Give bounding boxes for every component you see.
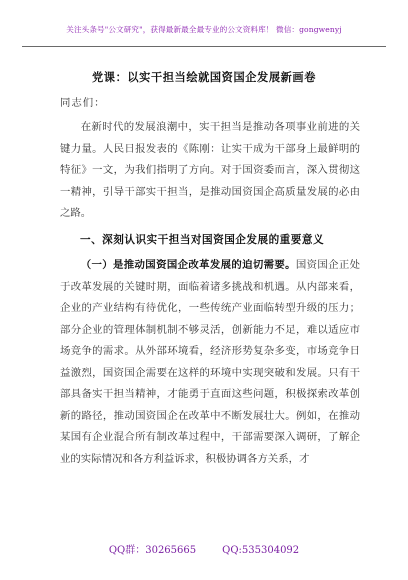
section-heading-1: 一、深刻认识实干担当对国资国企发展的重要意义 — [80, 234, 325, 246]
body-paragraph-1: 在新时代的发展浪潮中，实干担当是推动各项事业前进的关键力量。人民日报发表的《陈刚：让实干成为干部身上最鲜明的特征》一文，为我们指明了方向。对于国资委而言，深入贯彻这一精神，引导干部实干担当，是推动国资国企高质量发展的必由之路。 — [60, 121, 360, 219]
header-promo-note: 关注头条号"公文研究"，获得最新最全最专业的公文资料库！ 微信：gongwenyj — [66, 25, 342, 34]
footer-qq-group: QQ群：30265665 — [108, 545, 197, 556]
header-divider — [22, 46, 386, 47]
footer-qq: QQ:535304092 — [222, 545, 300, 556]
body-paragraph-2 — [60, 255, 360, 470]
footer-contact — [0, 541, 408, 556]
salutation: 同志们： — [60, 97, 106, 109]
paragraph-lead-sentence: （一）是推动国资国企改革发展的迫切需要。 — [80, 259, 296, 271]
document-title: 党课：以实干担当绘就国资国企发展新画卷 — [92, 70, 316, 84]
paragraph-body-text: 国资国企正处于改革发展的关键时期，面临着诸多挑战和机遇。从内部来看，企业的产业结构有待优化，一些传统产业面临转型升级的压力；部分企业的管理体制机制不够灵活，创新能力不足，难以适应市场竞争的需求。从外部环境看，经济形势复杂多变，市场竞争日益激烈，国资国企需要在这样的环境中实现突破和发展。只有干部具备实干担当精神，才能勇于直面这些问题，积极探索改革创新的路径，推动国资国企在改革中不断发展壮大。例如，在推动某国有企业混合所有制改革过程中，干部需要深入调研，了解企业的实际情况和各方利益诉求，积极协调各方关系，才 — [60, 259, 361, 465]
